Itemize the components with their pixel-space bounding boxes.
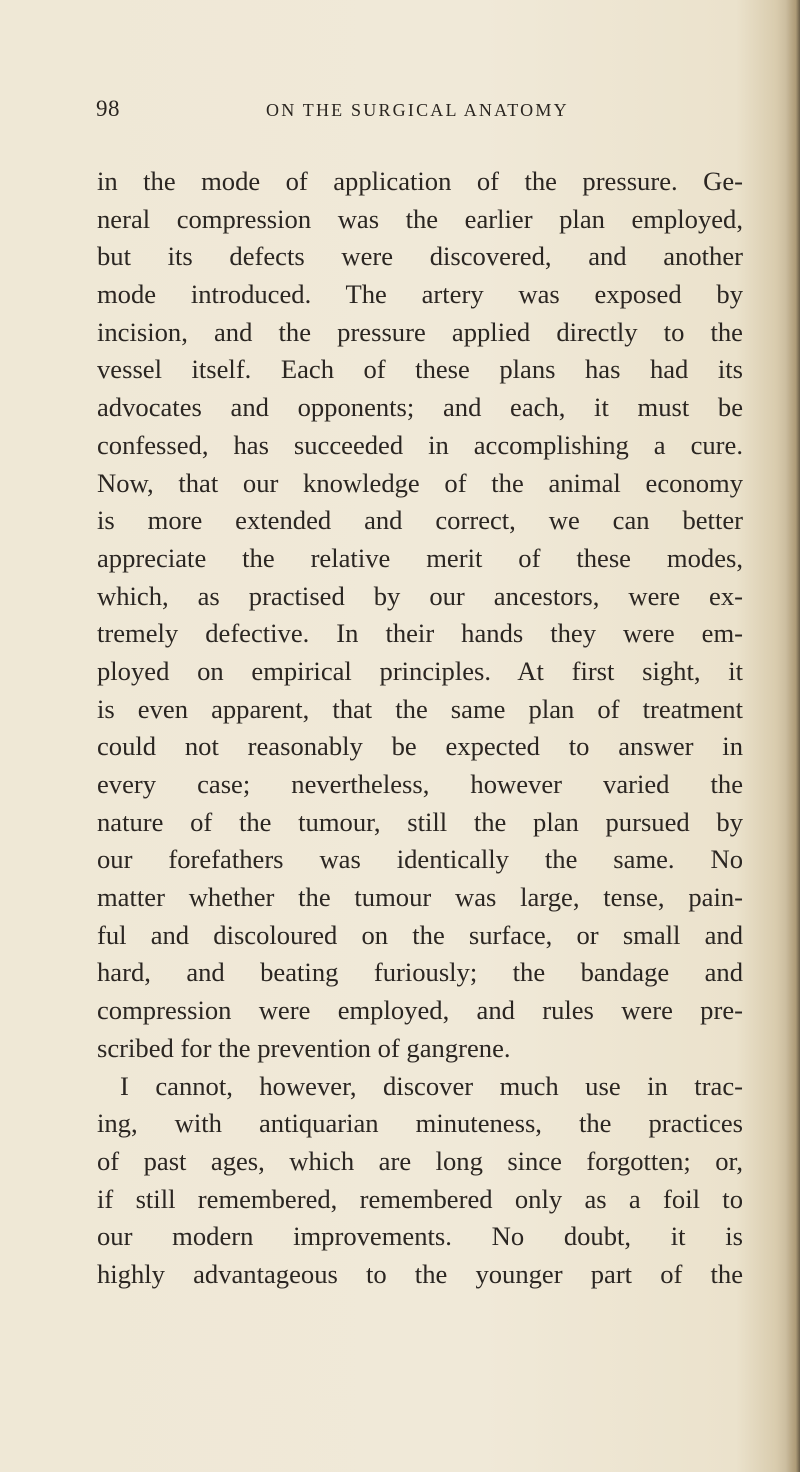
page-number: 98 (96, 96, 120, 121)
text-line: ful and discoloured on the surface, or small and (97, 919, 743, 950)
text-line: Now, that our knowledge of the animal economy (97, 467, 743, 498)
text-line: nature of the tumour, still the plan pursued by (97, 806, 743, 837)
text-line: scribed for the prevention of gangrene. (97, 1032, 511, 1063)
text-line: in the mode of application of the pressure. Ge- (97, 166, 743, 196)
text-line: incision, and the pressure applied directly to the (97, 316, 743, 347)
text-line: confessed, has succeeded in accomplishing a cure. (97, 429, 743, 460)
text-line: ployed on empirical principles. At first sight, it (97, 655, 743, 686)
text-line: compression were employed, and rules were pre- (97, 995, 743, 1026)
page-edge-shadow (786, 0, 800, 1472)
text-line: our forefathers was identically the same. No (97, 844, 743, 875)
text-line: every case; nevertheless, however varied the (97, 769, 743, 799)
text-line: neral compression was the earlier plan employed, (97, 203, 743, 234)
text-line: highly advantageous to the younger part of the (97, 1258, 743, 1289)
body-text (97, 163, 743, 1294)
text-line: ing, with antiquarian minuteness, the practices (97, 1108, 743, 1139)
text-line: vessel itself. Each of these plans has had its (97, 354, 743, 385)
text-line: hard, and beating furiously; the bandage and (97, 957, 743, 988)
text-line: I cannot, however, discover much use in trac- (120, 1070, 743, 1101)
text-line: matter whether the tumour was large, tense, pain- (97, 882, 743, 913)
text-line: appreciate the relative merit of these modes, (97, 542, 743, 573)
header-title: ON THE SURGICAL ANATOMY (266, 100, 569, 120)
text-line: but its defects were discovered, and another (97, 241, 743, 272)
text-line: could not reasonably be expected to answer in (97, 731, 743, 762)
text-line: is more extended and correct, we can better (97, 505, 743, 536)
text-line: is even apparent, that the same plan of treatment (97, 693, 743, 724)
text-line: our modern improvements. No doubt, it is (97, 1221, 743, 1252)
text-line: advocates and opponents; and each, it must be (97, 392, 743, 423)
text-line: which, as practised by our ancestors, were ex- (97, 580, 743, 611)
text-line: of past ages, which are long since forgotten; or, (97, 1145, 743, 1176)
text-line: mode introduced. The artery was exposed by (97, 279, 743, 310)
running-head (96, 88, 724, 128)
text-line: if still remembered, remembered only as a foil to (97, 1183, 743, 1214)
text-line: tremely defective. In their hands they were em- (97, 618, 743, 649)
